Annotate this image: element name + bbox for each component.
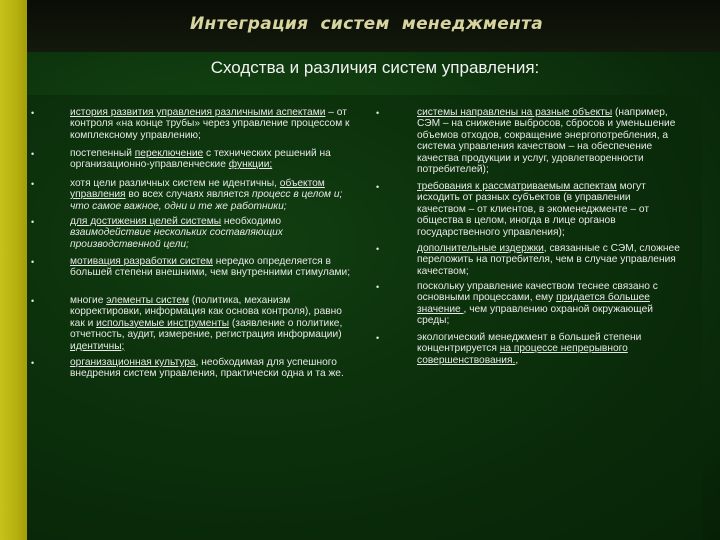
text-segment: (политика, механизм корректировки, информация как основа контроля), равно как и <box>70 295 342 329</box>
list-item-text <box>70 357 357 380</box>
bullet-icon: • <box>31 257 35 267</box>
text-segment: , необходимая для успешного внедрения систем управления, практически одна и та же. <box>70 357 344 380</box>
text-segment: хотя цели различных систем не идентичны, <box>70 178 280 189</box>
bullet-icon: • <box>31 179 35 189</box>
bullet-icon: • <box>376 282 380 292</box>
text-segment: объектом управления <box>70 178 325 201</box>
list-item-text <box>417 181 682 238</box>
text-segment: , <box>515 354 519 366</box>
text-segment: используемые инструменты <box>96 317 230 329</box>
text-segment: системы направлены на разные объекты <box>417 107 613 118</box>
text-segment: с технических решений на организационно-управленческие <box>70 148 331 171</box>
text-segment: экологический менеджмент в большей степени концентрируется <box>417 332 642 355</box>
bullet-icon: • <box>376 108 380 118</box>
list-item-text <box>417 332 682 366</box>
text-segment: нередко определяется в большей степени внешними, чем внутренними стимулами; <box>70 256 351 279</box>
text-segment: процесс в целом и; что самое важное, одни и те же работники; <box>70 189 343 212</box>
text-segment: взаимодействие нескольких составляющих производственной цели; <box>70 227 283 250</box>
bullet-icon: • <box>376 244 380 254</box>
subtitle-colon: : <box>534 58 540 77</box>
list-item-text <box>70 178 357 212</box>
text-segment: поскольку управление качеством теснее связано с основными процессами, ему <box>417 281 658 304</box>
text-segment: необходимо <box>221 216 282 227</box>
bullet-icon: • <box>376 333 380 343</box>
text-segment: на процессе непрерывного совершенствования. <box>417 343 628 366</box>
text-segment: (заявление о политике, отчетность, аудит, измерение, регистрация информации) <box>70 317 343 341</box>
bullet-icon: • <box>31 149 35 159</box>
left-accent-bar <box>0 0 27 540</box>
text-segment: элементы систем <box>106 295 190 306</box>
content-panel <box>27 95 702 540</box>
list-item-text <box>70 107 357 141</box>
text-segment: постепенный <box>70 148 135 159</box>
text-segment: – от контроля «на конце трубы» через управление процессом к комплексному управлению; <box>70 107 350 141</box>
list-item-text <box>70 256 357 279</box>
text-segment: мотивация разработки систем <box>70 256 213 267</box>
text-segment: (например, СЭМ – на снижение выбросов, сбросов и уменьшение объемов отходов, сокращение энергопотребления, а система управления качеством – на обеспечение качества продукции и услуг, удовлетворенности потребителей); <box>417 107 676 176</box>
bullet-icon: • <box>376 182 380 192</box>
list-item-text <box>70 148 357 171</box>
slide-subtitle <box>140 58 610 78</box>
bullet-icon: • <box>31 108 35 118</box>
text-segment: требования к рассматриваемым аспектам <box>417 181 617 192</box>
page-title: Интеграция систем менеджмента <box>190 14 544 34</box>
text-segment: многие <box>70 295 107 306</box>
text-segment: , связанные с СЭМ, сложнее переложить на потребителя, чем в случае управления качеством; <box>417 243 680 277</box>
text-segment: переключение <box>134 148 204 159</box>
text-segment: организационная культура <box>70 357 196 368</box>
text-segment: придается большее значение <box>417 292 650 315</box>
list-item-text <box>417 107 682 175</box>
text-segment: функции; <box>228 159 273 171</box>
list-item-text <box>417 281 682 327</box>
list-item-text <box>417 243 682 277</box>
text-segment: во всех случаях является <box>125 189 252 201</box>
subtitle-text: Сходства и различия систем управления <box>210 58 535 77</box>
text-segment: идентичны; <box>70 340 125 352</box>
bullet-icon: • <box>31 358 35 368</box>
bullet-icon: • <box>31 217 35 227</box>
text-segment: могут исходить от разных субъектов (в управлении качеством – от клиентов, в экоменеджменте – от общества в целом, иногда в лице органов государственного управления); <box>417 181 649 238</box>
text-segment: история развития управления различными аспектами <box>70 107 326 118</box>
list-item-text <box>70 295 357 352</box>
text-segment: , чем управлению охраной окружающей среды; <box>417 303 653 327</box>
list-item-text <box>70 216 357 250</box>
text-segment: для достижения целей системы <box>70 216 222 227</box>
text-segment: дополнительные издержки <box>417 243 544 254</box>
bullet-icon: • <box>31 296 35 306</box>
